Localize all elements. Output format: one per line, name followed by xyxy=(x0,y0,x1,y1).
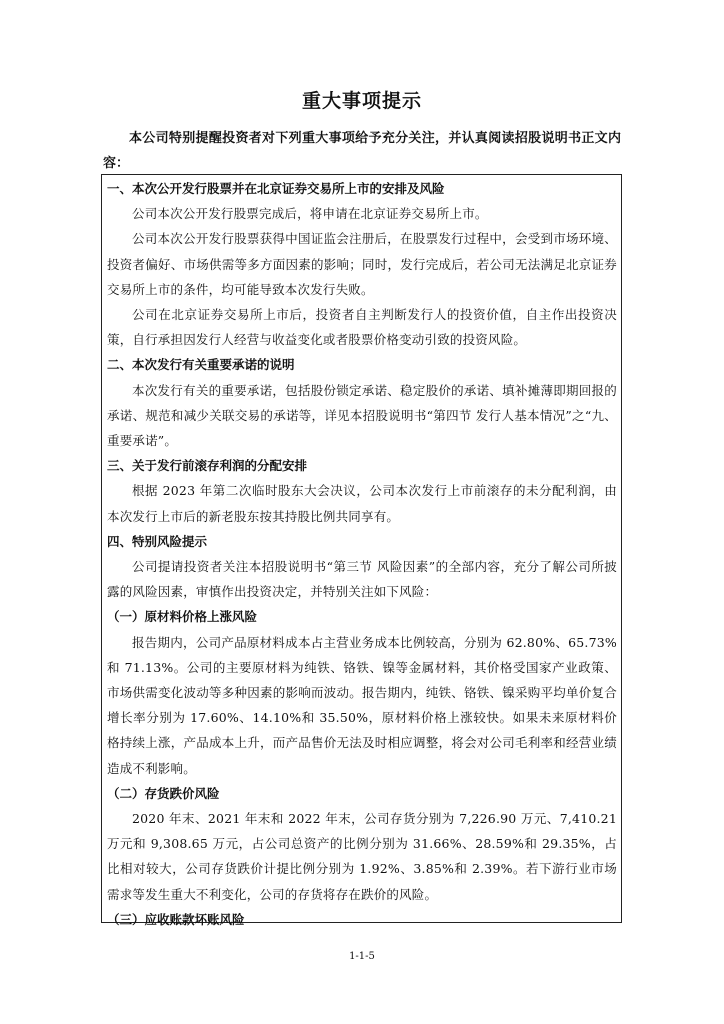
subsection-1-paragraph-1: 报告期内，公司产品原材料成本占主营业务成本比例较高，分别为 62.80%、65.73%和 71.13%。公司的主要原材料为纯铁、铬铁、镍等金属材料，其价格受国家产业政策、市场供需变化波动等多种因素的影响而波动。报告期内，纯铁、铬铁、镍采购平均单价复合增长率分别为 17.60%、14.10%和 35.50%，原材料价格上涨较快。如果未来原材料价格持续上涨，产品成本上升，而产品售价无法及时相应调整，将会对公司毛利率和经营业绩造成不利影响。 xyxy=(107,634,617,776)
section-1-paragraph-1: 公司本次公开发行股票完成后，将申请在北京证券交易所上市。 xyxy=(132,206,488,222)
content-body xyxy=(107,176,617,932)
subsection-heading-2: （二）存货跌价风险 xyxy=(107,785,220,801)
section-1-paragraph-2: 公司本次公开发行股票获得中国证监会注册后，在股票发行过程中，会受到市场环境、投资者偏好、市场供需等多方面因素的影响；同时，发行完成后，若公司无法满足北京证券交易所上市的条件，均可能导致本次发行失败。 xyxy=(107,231,617,297)
section-heading-2: 二、本次发行有关重要承诺的说明 xyxy=(107,357,295,373)
intro-paragraph: 本公司特别提醒投资者对下列重大事项给予充分关注，并认真阅读招股说明书正文内容： xyxy=(103,131,621,171)
subsection-heading-1: （一）原材料价格上涨风险 xyxy=(107,609,258,625)
subsection-heading-3: （三）应收账款坏账风险 xyxy=(107,911,245,927)
subsection-2-paragraph-1: 2020 年末、2021 年末和 2022 年末，公司存货分别为 7,226.90 万元、7,410.21 万元和 9,308.65 万元，占公司总资产的比例分别为 31.66%、28.59%和 29.35%，占比相对较大，公司存货跌价计提比例分别为 1.92%、3.85%和 2.39%。若下游行业市场需求等发生重大不利变化，公司的存货将存在跌价的风险。 xyxy=(107,811,617,902)
section-heading-1: 一、本次公开发行股票并在北京证券交易所上市的安排及风险 xyxy=(107,181,445,196)
section-heading-4: 四、特别风险提示 xyxy=(107,533,208,549)
section-3-paragraph-1: 根据 2023 年第二次临时股东大会决议，公司本次发行上市前滚存的未分配利润，由本次发行上市后的新老股东按其持股比例共同享有。 xyxy=(107,483,617,524)
page-number: 1-1-5 xyxy=(349,951,375,962)
section-1-paragraph-3: 公司在北京证券交易所上市后，投资者自主判断发行人的投资价值，自主作出投资决策，自行承担因发行人经营与收益变化或者股票价格变动引致的投资风险。 xyxy=(107,307,617,348)
section-heading-3: 三、关于发行前滚存利润的分配安排 xyxy=(107,458,308,474)
document-title: 重大事项提示 xyxy=(301,90,422,112)
section-2-paragraph-1: 本次发行有关的重要承诺，包括股份锁定承诺、稳定股价的承诺、填补摊薄即期回报的承诺、规范和减少关联交易的承诺等，详见本招股说明书“第四节 发行人基本情况”之“九、重要承诺”。 xyxy=(107,382,617,449)
section-4-paragraph-1: 公司提请投资者关注本招股说明书“第三节 风险因素”的全部内容，充分了解公司所披露的风险因素，审慎作出投资决定，并特别关注如下风险： xyxy=(107,559,617,600)
